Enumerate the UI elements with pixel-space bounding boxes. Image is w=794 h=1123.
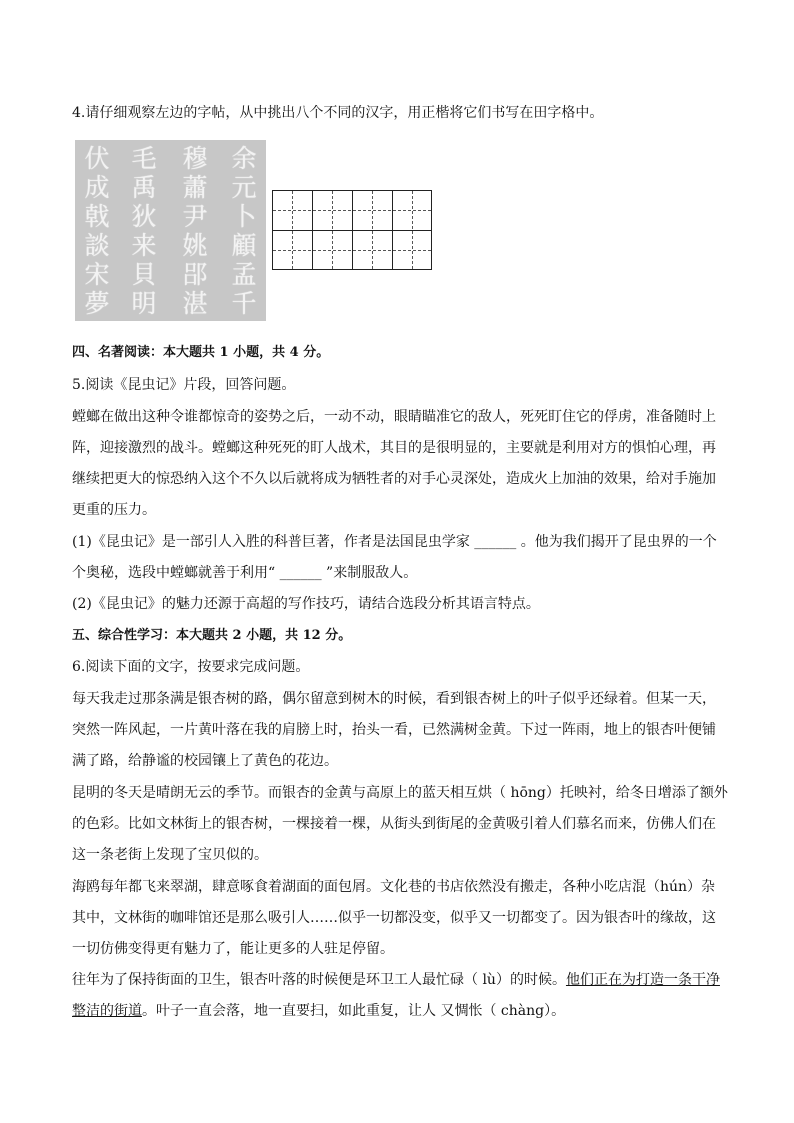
q6-para4-line-1 [72, 970, 720, 990]
q6-para3-line-2: 其中，文林街的咖啡馆还是那么吸引人……似乎一切都没变，似乎又一切都变了。因为银杏叶的缘故，这 [72, 910, 716, 926]
q5-passage-line-1: 螳螂在做出这种令谁都惊奇的姿势之后，一动不动，眼睛瞄准它的敌人，死死盯住它的俘虏，准备随时上 [72, 409, 716, 425]
q6-para1-line-1: 每天我走过那条满是银杏树的路，偶尔留意到树木的时候，看到银杏树上的叶子似乎还绿着。但某一天， [72, 691, 716, 707]
q6-prompt: 6.阅读下面的文字，按要求完成问题。 [72, 659, 310, 675]
q6-para2-line-3: 这一条老街上发现了宝贝似的。 [72, 847, 268, 863]
q6-para4-line-2 [72, 1001, 565, 1021]
q5-prompt: 5.阅读《昆虫记》片段，回答问题。 [72, 377, 296, 393]
q6-para1-line-2: 突然一阵风起，一片黄叶落在我的肩膀上时，抬头一看，已然满树金黄。下过一阵雨，地上的银杏叶便铺 [72, 722, 716, 738]
q5-sub2: (2)《昆虫记》的魅力还源于高超的写作技巧，请结合选段分析其语言特点。 [72, 596, 540, 612]
section-5-heading: 五、综合性学习：本大题共 2 小题，共 12 分。 [72, 628, 352, 643]
q6-para2-line-2: 的色彩。比如文林街上的银杏树，一棵接着一棵，从街头到街尾的金黄吸引着人们慕名而来，仿佛人们在 [72, 816, 716, 832]
q6-underlined-sentence-part-2: 整洁的街道 [72, 1003, 142, 1019]
tianzige-writing-grid[interactable] [272, 190, 432, 270]
q4-prompt: 4.请仔细观察左边的字帖，从中挑出八个不同的汉字，用正楷将它们书写在田字格中。 [72, 105, 604, 121]
calligraphy-column-2: 毛禹狄来貝明 [131, 144, 157, 318]
calligraphy-column-4: 余元卜顧孟千 [231, 144, 257, 318]
section-4-heading: 四、名著阅读：本大题共 1 小题，共 4 分。 [72, 345, 330, 360]
calligraphy-column-3: 穆蕭尹姚郘湛 [182, 144, 208, 318]
q5-sub1-line-1: (1)《昆虫记》是一部引人入胜的科普巨著，作者是法国昆虫学家 ______ 。他为我们揭开了昆虫界的一个 [72, 534, 717, 550]
q6-para4-text-2: 。叶子一直会落，地一直要扫，如此重复，让人 又惆怅（ chàng）。 [142, 1003, 566, 1019]
q5-passage-line-3: 继续把更大的惊恐纳入这个不久以后就将成为牺牲者的对手心灵深处，造成火上加油的效果，给对手施加 [72, 471, 716, 487]
q5-passage-line-4: 更重的压力。 [72, 502, 156, 518]
q6-underlined-sentence-part-1: 他们正在为打造一条干净 [565, 972, 720, 988]
q6-para3-line-3: 一切仿佛变得更有魅力了，能让更多的人驻足停留。 [72, 941, 394, 957]
q6-para1-line-3: 满了路，给静谧的校园镶上了黄色的花边。 [72, 753, 338, 769]
q5-passage-line-2: 阵，迎接激烈的战斗。螳螂这种死死的盯人战术，其目的是很明显的，主要就是利用对方的惧怕心理，再 [72, 440, 716, 456]
q6-para4-text-1: 往年为了保持街面的卫生，银杏叶落的时候便是环卫工人最忙碌（ lù）的时候。 [72, 972, 566, 988]
q5-sub1-line-2: 个奥秘，选段中螳螂就善于利用“ ______ ”来制服敌人。 [72, 565, 418, 581]
calligraphy-sample-image [75, 140, 266, 321]
calligraphy-column-1: 伏成戟談宋夢 [84, 144, 110, 318]
q6-para2-line-1: 昆明的冬天是晴朗无云的季节。而银杏的金黄与高原上的蓝天相互烘（ hōng）托映衬，给冬日增添了额外 [72, 785, 728, 801]
q6-para3-line-1: 海鸥每年都飞来翠湖，肆意啄食着湖面的面包屑。文化巷的书店依然没有搬走，各种小吃店混（hún）杂 [72, 879, 716, 895]
